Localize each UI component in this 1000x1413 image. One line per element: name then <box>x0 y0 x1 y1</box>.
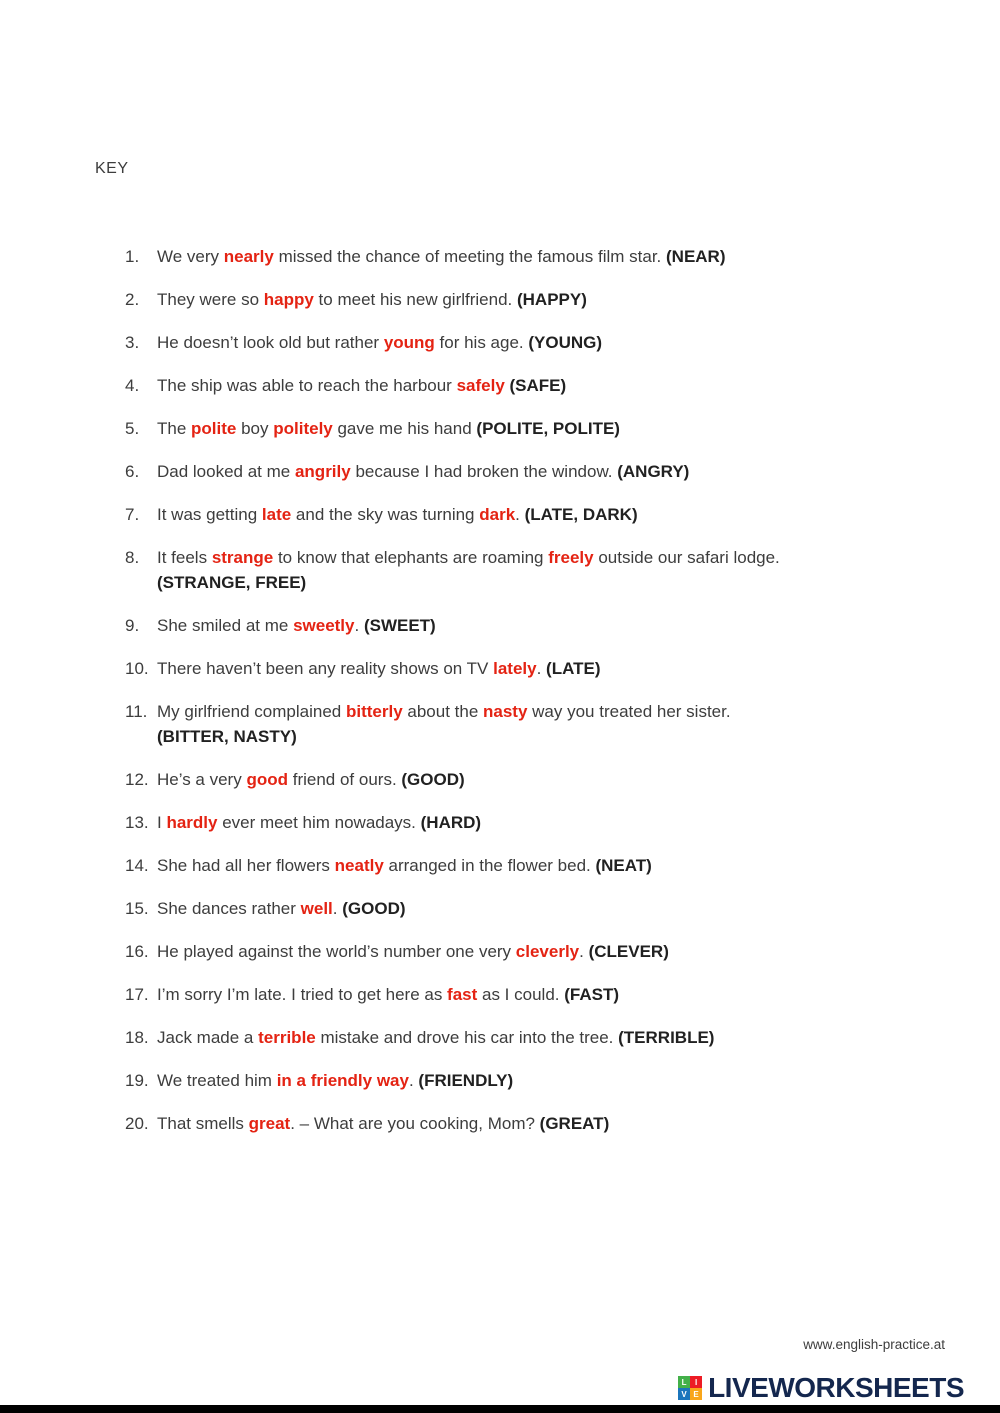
answer-key-bracket: (GREAT) <box>539 1113 610 1133</box>
sentence-text: He played against the world’s number one very <box>157 941 516 961</box>
item-number: 1. <box>125 247 140 266</box>
item-number: 19. <box>125 1070 149 1090</box>
answer-word: angrily <box>294 461 351 481</box>
answer-key-bracket: (NEAT) <box>595 855 652 875</box>
sentence-text: That smells <box>157 1113 249 1133</box>
answer-list <box>125 245 965 1155</box>
item-number: 11. <box>125 701 148 721</box>
item-number: 18. <box>125 1027 149 1047</box>
answer-word: strange <box>211 547 274 567</box>
sentence-text: arranged in the flower bed. <box>383 855 596 875</box>
list-item <box>125 940 965 965</box>
item-text <box>157 1026 965 1051</box>
sentence-text: to know that elephants are roaming <box>273 547 549 567</box>
sentence-text: ever meet him nowadays. <box>217 812 421 832</box>
logo-cell-l: L <box>678 1376 690 1388</box>
answer-key-bracket: (YOUNG) <box>528 332 603 352</box>
answer-key-bracket: (LATE) <box>546 658 601 678</box>
item-text <box>157 854 965 879</box>
item-number: 20. <box>125 1113 149 1133</box>
sentence-text: It was getting <box>157 504 262 524</box>
sentence-text: She had all her flowers <box>157 855 335 875</box>
sentence-text: It feels <box>157 547 212 567</box>
item-text <box>157 374 965 399</box>
sentence-text: . <box>408 1070 419 1090</box>
item-text <box>157 897 965 922</box>
sentence-text: The ship was able to reach the harbour <box>157 375 457 395</box>
logo-cell-i: I <box>690 1376 702 1388</box>
item-number: 13. <box>125 812 149 832</box>
item-number: 14. <box>125 855 149 875</box>
answer-key-bracket: (FRIENDLY) <box>418 1070 514 1090</box>
item-text <box>157 245 965 270</box>
item-number: 2. <box>125 289 140 309</box>
item-text <box>157 657 965 682</box>
item-number: 16. <box>125 941 149 961</box>
item-number: 10. <box>125 658 149 678</box>
answer-word: cleverly <box>515 941 580 961</box>
list-item <box>125 768 965 793</box>
list-item <box>125 460 965 485</box>
answer-word: freely <box>548 547 594 567</box>
answer-word: good <box>246 769 288 789</box>
sentence-text: I’m sorry I’m late. I tried to get here as <box>157 984 448 1004</box>
answer-word: well <box>300 898 333 918</box>
item-text <box>157 811 965 836</box>
item-text <box>157 503 965 528</box>
item-number: 7. <box>125 504 140 524</box>
answer-word: hardly <box>166 812 218 832</box>
item-text <box>157 940 965 965</box>
answer-word: polite <box>191 418 237 438</box>
answer-word: safely <box>456 375 505 395</box>
answer-word: nearly <box>223 247 274 266</box>
sentence-text: as I could. <box>477 984 565 1004</box>
answer-key-bracket: (SWEET) <box>363 615 436 635</box>
answer-word: bitterly <box>345 701 403 721</box>
sentence-text: . <box>536 658 547 678</box>
logo-cell-v: V <box>678 1388 690 1400</box>
list-item <box>125 245 965 270</box>
answer-word: dark <box>479 504 516 524</box>
answer-key-bracket: (ANGRY) <box>617 461 690 481</box>
item-number: 3. <box>125 332 140 352</box>
answer-key-bracket: (POLITE, POLITE) <box>476 418 620 438</box>
sentence-text: about the <box>402 701 483 721</box>
item-text <box>157 417 965 442</box>
item-number: 5. <box>125 418 140 438</box>
answer-word: happy <box>263 289 314 309</box>
item-text <box>157 1112 965 1137</box>
liveworksheets-logo <box>678 1372 964 1404</box>
list-item <box>125 288 965 313</box>
item-text <box>157 546 965 596</box>
item-text <box>157 614 965 639</box>
sentence-text: We very <box>157 247 224 266</box>
list-item <box>125 811 965 836</box>
list-item <box>125 700 965 750</box>
answer-key-bracket: (GOOD) <box>342 898 406 918</box>
sentence-text: mistake and drove his car into the tree. <box>315 1027 619 1047</box>
answer-word: terrible <box>258 1027 316 1047</box>
list-item <box>125 983 965 1008</box>
sentence-text: outside our safari lodge. <box>593 547 780 567</box>
item-text <box>157 1069 965 1094</box>
list-item <box>125 1112 965 1137</box>
list-item <box>125 546 965 596</box>
sentence-text: They were so <box>157 289 264 309</box>
answer-key-bracket: (NEAR) <box>666 247 726 266</box>
sentence-text: boy <box>236 418 274 438</box>
sentence-text: He doesn’t look old but rather <box>157 332 384 352</box>
sentence-text: Jack made a <box>157 1027 259 1047</box>
answer-key-bracket: (FAST) <box>564 984 619 1004</box>
answer-word: sweetly <box>293 615 355 635</box>
sentence-text: and the sky was turning <box>291 504 480 524</box>
liveworksheets-brand-text: LIVEWORKSHEETS <box>708 1372 964 1403</box>
answer-word: neatly <box>334 855 384 875</box>
list-item <box>125 417 965 442</box>
sentence-text: because I had broken the window. <box>350 461 618 481</box>
answer-word: in a friendly way <box>276 1070 409 1090</box>
sentence-text: gave me his hand <box>332 418 477 438</box>
list-item <box>125 897 965 922</box>
answer-key-bracket: (HAPPY) <box>516 289 587 309</box>
sentence-text: . <box>354 615 364 635</box>
sentence-text: He’s a very <box>157 769 247 789</box>
item-text <box>157 768 965 793</box>
sentence-text: Dad looked at me <box>157 461 295 481</box>
item-number: 15. <box>125 898 149 918</box>
answer-word: young <box>383 332 435 352</box>
list-item <box>125 854 965 879</box>
sentence-text: . <box>579 941 589 961</box>
item-number: 17. <box>125 984 149 1004</box>
item-text <box>157 288 965 313</box>
sentence-text: . <box>332 898 343 918</box>
list-item <box>125 614 965 639</box>
item-number: 6. <box>125 461 140 481</box>
answer-key-bracket: (TERRIBLE) <box>618 1027 715 1047</box>
sentence-text: There haven’t been any reality shows on TV <box>157 658 494 678</box>
item-text <box>157 331 965 356</box>
sentence-text: She dances rather <box>157 898 301 918</box>
sentence-text: . – What are you cooking, Mom? <box>290 1113 540 1133</box>
answer-word: lately <box>493 658 537 678</box>
sentence-text: I <box>157 812 167 832</box>
answer-key-bracket: (HARD) <box>420 812 482 832</box>
answer-word: fast <box>447 984 478 1004</box>
answer-key-bracket: (STRANGE, FREE) <box>157 572 307 592</box>
sentence-text: for his age. <box>434 332 529 352</box>
list-item <box>125 331 965 356</box>
item-text <box>157 460 965 485</box>
answer-word: late <box>261 504 292 524</box>
item-text <box>157 700 965 750</box>
footer-website-url: www.english-practice.at <box>803 1337 945 1352</box>
sentence-text: My girlfriend complained <box>157 701 346 721</box>
answer-key-bracket: (SAFE) <box>509 375 567 395</box>
list-item <box>125 1069 965 1094</box>
answer-key-bracket: (CLEVER) <box>588 941 669 961</box>
item-number: 9. <box>125 615 140 635</box>
item-text <box>157 983 965 1008</box>
list-item <box>125 1026 965 1051</box>
answer-key-bracket: (GOOD) <box>401 769 465 789</box>
answer-word: nasty <box>483 701 528 721</box>
page-bottom-bar <box>0 1405 1000 1413</box>
sentence-text: We treated him <box>157 1070 277 1090</box>
item-number: 4. <box>125 375 140 395</box>
list-item <box>125 503 965 528</box>
sentence-text: . <box>515 504 525 524</box>
logo-cell-e: E <box>690 1388 702 1400</box>
sentence-text: friend of ours. <box>288 769 402 789</box>
item-number: 12. <box>125 769 149 789</box>
list-item <box>125 374 965 399</box>
sentence-text: way you treated her sister. <box>527 701 731 721</box>
answer-key-bracket: (BITTER, NASTY) <box>157 726 297 746</box>
sentence-text: missed the chance of meeting the famous film star. <box>273 247 666 266</box>
answer-word: great <box>248 1113 291 1133</box>
answer-key-bracket: (LATE, DARK) <box>524 504 638 524</box>
item-number: 8. <box>125 547 140 567</box>
sentence-text: The <box>157 418 192 438</box>
list-item <box>125 657 965 682</box>
sentence-text: to meet his new girlfriend. <box>313 289 517 309</box>
liveworksheets-logo-icon <box>678 1376 702 1400</box>
page-title: KEY <box>95 160 129 177</box>
answer-word: politely <box>273 418 333 438</box>
sentence-text: She smiled at me <box>157 615 294 635</box>
